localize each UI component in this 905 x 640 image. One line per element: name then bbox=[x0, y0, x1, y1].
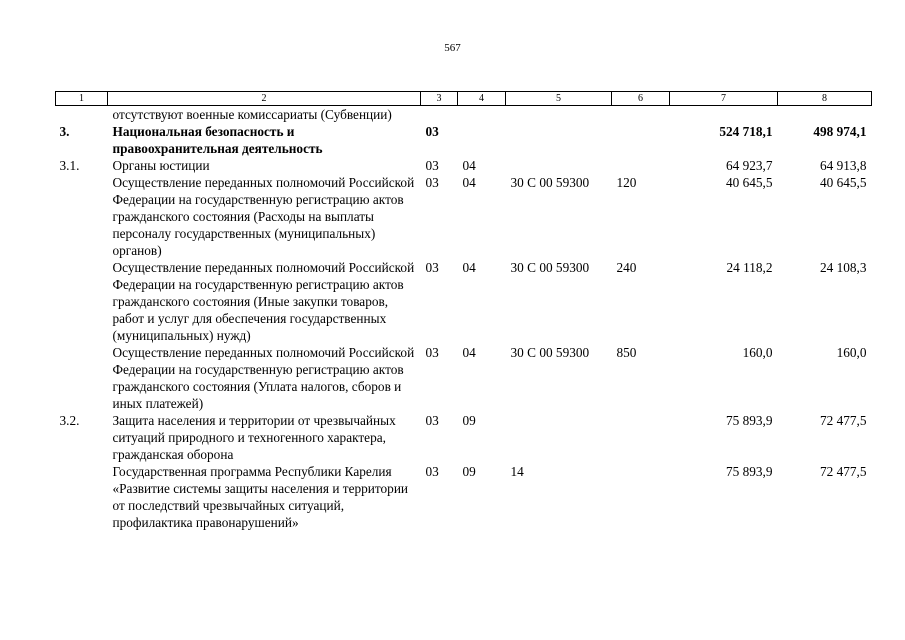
target-article-code bbox=[506, 157, 612, 174]
table-row bbox=[56, 106, 872, 124]
column-header: 8 bbox=[778, 92, 872, 106]
row-number: 3.1. bbox=[59, 158, 80, 173]
expense-type-code: 120 bbox=[616, 175, 637, 190]
column-header: 6 bbox=[612, 92, 670, 106]
row-name: Национальная безопасность и правоохранительная деятельность bbox=[112, 124, 323, 156]
amount-year-2: 40 645,5 bbox=[819, 175, 867, 190]
table-row bbox=[56, 157, 872, 174]
column-header: 1 bbox=[56, 92, 108, 106]
row-name: отсутствуют военные комиссариаты (Субвенции) bbox=[112, 107, 392, 122]
subsection-code: 04 bbox=[462, 345, 476, 360]
subsection-code: 09 bbox=[462, 464, 476, 479]
target-article-code bbox=[506, 412, 612, 463]
table-row bbox=[56, 344, 872, 412]
table-row bbox=[56, 174, 872, 259]
section-code: 03 bbox=[425, 158, 439, 173]
row-number: 3. bbox=[59, 124, 70, 139]
amount-year-1: 75 893,9 bbox=[725, 464, 773, 479]
table-row bbox=[56, 412, 872, 463]
expense-type-code bbox=[612, 106, 670, 124]
section-code: 03 bbox=[425, 175, 439, 190]
subsection-code: 04 bbox=[462, 260, 476, 275]
target-article-code bbox=[506, 106, 612, 124]
amount-year-1: 75 893,9 bbox=[725, 413, 773, 428]
amount-year-2: 72 477,5 bbox=[819, 413, 867, 428]
table-body bbox=[56, 106, 872, 532]
expense-type-code bbox=[612, 412, 670, 463]
table-row bbox=[56, 123, 872, 157]
row-name: Осуществление переданных полномочий Российской Федерации на государственную регистрацию актов гражданского состояния (Расходы на выплаты персоналу государственных (муниципальных) органов) bbox=[112, 175, 415, 258]
amount-year-1: 40 645,5 bbox=[725, 175, 773, 190]
subsection-code: 09 bbox=[462, 413, 476, 428]
row-name: Защита населения и территории от чрезвычайных ситуаций природного и техногенного характера, гражданская оборона bbox=[112, 413, 396, 462]
row-number bbox=[56, 106, 108, 124]
expense-type-code: 240 bbox=[616, 260, 637, 275]
table-header-row bbox=[56, 92, 872, 106]
section-code bbox=[421, 106, 458, 124]
amount-year-1: 64 923,7 bbox=[725, 158, 773, 173]
amount-year-2: 24 108,3 bbox=[819, 260, 867, 275]
target-article-code bbox=[506, 123, 612, 157]
row-number bbox=[56, 259, 108, 344]
amount-year-1: 160,0 bbox=[742, 345, 773, 360]
expense-type-code bbox=[612, 123, 670, 157]
subsection-code bbox=[458, 123, 506, 157]
amount-year-2: 64 913,8 bbox=[819, 158, 867, 173]
column-header: 2 bbox=[108, 92, 421, 106]
amount-year-1: 24 118,2 bbox=[726, 260, 773, 275]
target-article-code: 30 С 00 59300 bbox=[510, 345, 590, 360]
column-header: 4 bbox=[458, 92, 506, 106]
column-header: 3 bbox=[421, 92, 458, 106]
section-code: 03 bbox=[425, 260, 439, 275]
amount-year-2: 160,0 bbox=[836, 345, 867, 360]
target-article-code: 30 С 00 59300 bbox=[510, 260, 590, 275]
row-name: Осуществление переданных полномочий Российской Федерации на государственную регистрацию актов гражданского состояния (Иные закупки товаров, работ и услуг для обеспечения государственных (муниципальных) нужд) bbox=[112, 260, 415, 343]
expense-type-code bbox=[612, 157, 670, 174]
row-number bbox=[56, 344, 108, 412]
amount-year-2: 72 477,5 bbox=[819, 464, 867, 479]
subsection-code: 04 bbox=[462, 158, 476, 173]
amount-year-1 bbox=[670, 106, 778, 124]
target-article-code: 14 bbox=[510, 464, 524, 479]
target-article-code: 30 С 00 59300 bbox=[510, 175, 590, 190]
amount-year-2: 498 974,1 bbox=[813, 124, 867, 139]
subsection-code bbox=[458, 106, 506, 124]
column-header: 5 bbox=[506, 92, 612, 106]
row-number bbox=[56, 463, 108, 531]
row-number bbox=[56, 174, 108, 259]
subsection-code: 04 bbox=[462, 175, 476, 190]
page-number: 567 bbox=[444, 42, 461, 54]
row-name: Органы юстиции bbox=[112, 158, 210, 173]
section-code: 03 bbox=[425, 464, 439, 479]
amount-year-2 bbox=[778, 106, 872, 124]
budget-table bbox=[55, 91, 872, 531]
section-code: 03 bbox=[425, 345, 439, 360]
row-number: 3.2. bbox=[59, 413, 80, 428]
expense-type-code: 850 bbox=[616, 345, 637, 360]
row-name: Осуществление переданных полномочий Российской Федерации на государственную регистрацию актов гражданского состояния (Уплата налогов, сборов и иных платежей) bbox=[112, 345, 415, 411]
expense-type-code bbox=[612, 463, 670, 531]
table-row bbox=[56, 463, 872, 531]
column-header: 7 bbox=[670, 92, 778, 106]
section-code: 03 bbox=[425, 124, 439, 139]
amount-year-1: 524 718,1 bbox=[719, 124, 773, 139]
table-row bbox=[56, 259, 872, 344]
section-code: 03 bbox=[425, 413, 439, 428]
row-name: Государственная программа Республики Карелия «Развитие системы защиты населения и территории от последствий чрезвычайных ситуаций, профилактика правонарушений» bbox=[112, 464, 409, 530]
